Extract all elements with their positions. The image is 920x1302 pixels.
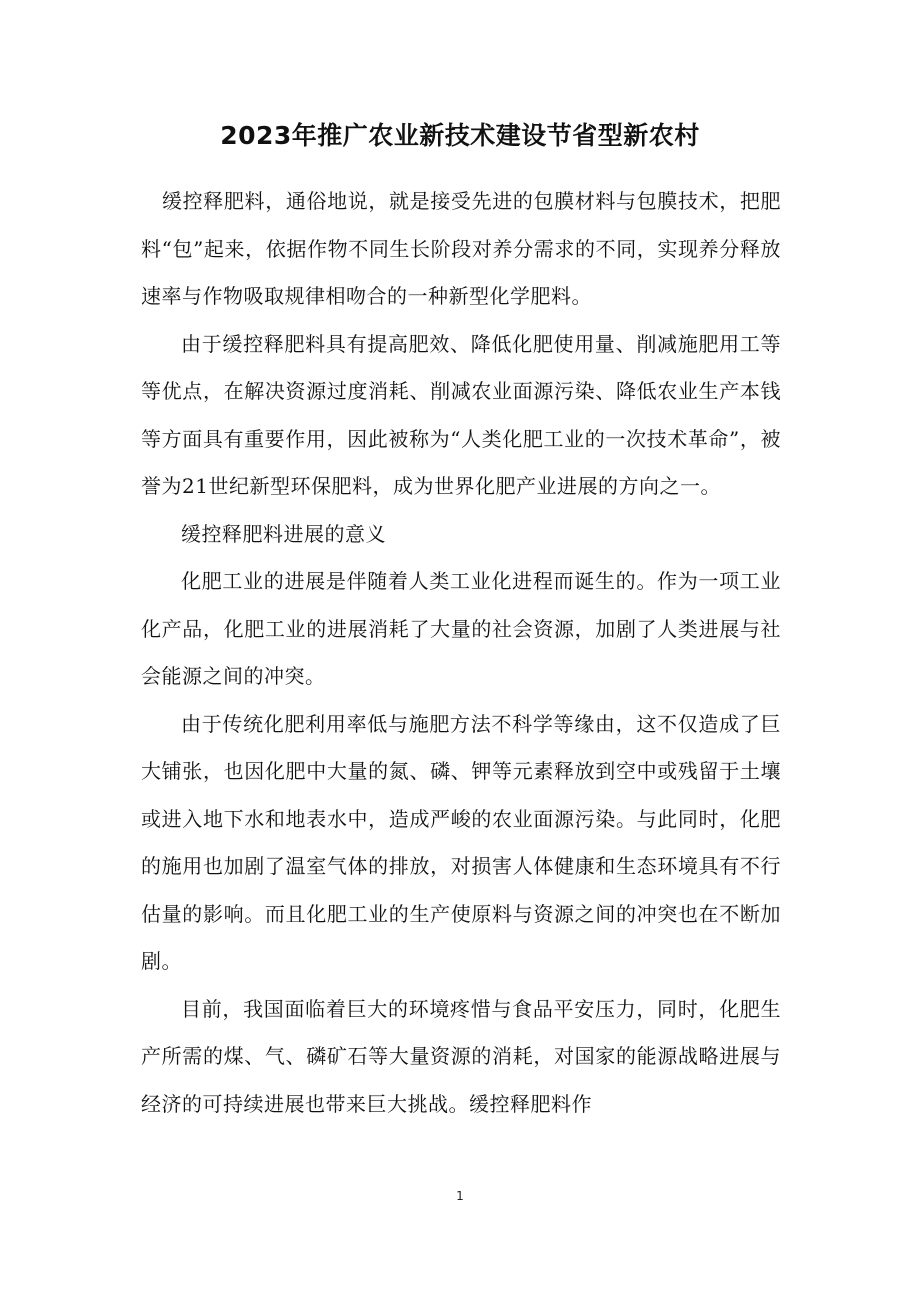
paragraph-2: 由于缓控释肥料具有提高肥效、降低化肥使用量、削减施肥用工等等优点，在解决资源过度消耗、削减农业面源污染、降低农业生产本钱等方面具有重要作用，因此被称为“人类化肥工业的一次技术革命”，被誉为21世纪新型环保肥料，成为世界化肥产业进展的方向之一。 [141,331,781,498]
paragraph-1: 缓控释肥料，通俗地说，就是接受先进的包膜材料与包膜技术，把肥料“包”起来，依据作物不同生长阶段对养分需求的不同，实现养分释放速率与作物吸取规律相吻合的一种新型化学肥料。 [141,189,781,308]
paragraph-5: 目前，我国面临着巨大的环境疼惜与食品平安压力，同时，化肥生产所需的煤、气、磷矿石等大量资源的消耗，对国家的能源战略进展与经济的可持续进展也带来巨大挑战。缓控释肥料作 [141,996,781,1116]
paragraph-3: 化肥工业的进展是伴随着人类工业化进程而诞生的。作为一项工业化产品，化肥工业的进展消耗了大量的社会资源，加剧了人类进展与社会能源之间的冲突。 [141,569,781,688]
paragraph-4: 由于传统化肥利用率低与施肥方法不科学等缘由，这不仅造成了巨大铺张，也因化肥中大量的氮、磷、钾等元素释放到空中或残留于土壤或进入地下水和地表水中，造成严峻的农业面源污染。与此同时，化肥的施用也加剧了温室气体的排放，对损害人体健康和生态环境具有不行估量的影响。而且化肥工业的生产使原料与资源之间的冲突也在不断加剧。 [141,711,781,973]
document-body [141,178,781,1128]
section-heading: 缓控释肥料进展的意义 [181,521,386,546]
page-number: 1 [456,1189,464,1203]
document-title: 2023年推广农业新技术建设节省型新农村 [220,121,700,150]
